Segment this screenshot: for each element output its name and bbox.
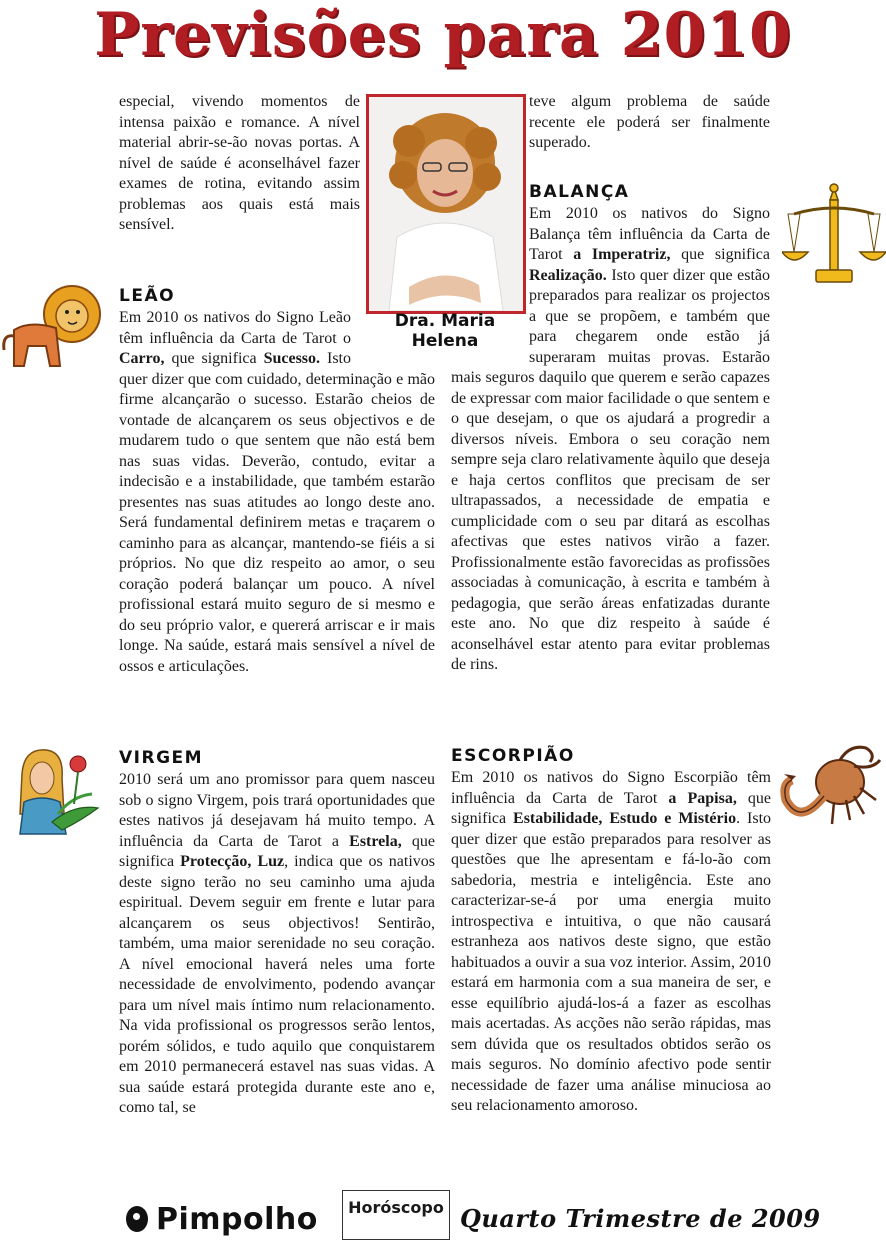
leao-heading: LEÃO — [119, 286, 176, 306]
leao-body — [119, 308, 435, 677]
photo-caption: Dra. Maria Helena — [394, 311, 496, 351]
virgo-woman-icon — [2, 744, 102, 836]
continuation-column — [529, 92, 770, 154]
balanca-meaning: Realização. — [529, 266, 607, 284]
escorpiao-section — [451, 746, 771, 1117]
lion-icon — [0, 280, 104, 372]
virgem-heading: VIRGEM — [119, 748, 204, 768]
escorpiao-heading: ESCORPIÃO — [451, 746, 575, 766]
logo-mark-icon — [126, 1206, 148, 1232]
balanca-section — [529, 182, 770, 204]
balanca-paragraph: Em 2010 os nativos do Signo Balança têm influência da Carta de Tarot a Imperatriz, que significa Realização. Isto quer dizer que estão preparados para realizar os projectos a que se propõem, e também que para chegarem onde estão já superaram muitas provas. Estarão mais seguros daquilo que querem e serão capazes de expressar com maior facilidade o que sentem e o que desejam, o que os ajudará a progredir a diversos níveis. Embora o seu coração nem sempre seja claro relativamente àquilo que deseja e haja certos conflitos que precisam de ser ultrapassados, a necessidade de empatia e cumplicidade com o seu par ditará as escolhas afectivas que estes nativos virão a fazer. Profissionalmente estão favorecidas as profissões associadas à comunicação, à escrita e também à pedagogia, que serão áreas enfatizadas durante este ano. No que diz respeito à saúde é aconselhável estar atento para evitar problemas de rins. — [451, 205, 770, 673]
leao-card: Carro, — [119, 350, 165, 367]
issue-date: Quarto Trimestre de 2009 — [460, 1204, 821, 1233]
intro-column — [119, 92, 360, 236]
leao-section — [119, 286, 435, 308]
page-footer — [0, 1186, 886, 1244]
leao-meaning: Sucesso. — [263, 350, 321, 367]
page-title: Previsões para 2010 — [94, 0, 792, 70]
section-label: Horóscopo — [342, 1190, 450, 1240]
publication-logo: Pimpolho — [126, 1202, 318, 1237]
escorpiao-card: a Papisa, — [668, 789, 737, 807]
balanca-heading: BALANÇA — [529, 182, 630, 202]
intro-paragraph: especial, vivendo momentos de intensa paixão e romance. A nível material abrir-se-ão novas portas. A nível de saúde é aconselhável fazer exames de rotina, evitando assim problemas aos quais está mais sensível. — [119, 93, 360, 233]
virgem-meaning: Protecção, Luz — [180, 853, 285, 870]
virgem-card: Estrela, — [349, 832, 402, 850]
virgem-section — [119, 748, 435, 1119]
scales-icon — [782, 180, 886, 288]
balanca-body — [451, 204, 770, 676]
balanca-card: a Imperatriz, — [573, 246, 671, 263]
virgem-paragraph: 2010 será um ano promissor para quem nasceu sob o signo Virgem, pois trará oportunidades que estes nativos já desejavam há muito tempo. A influência da Carta de Tarot a Estrela, que significa Protecção, Luz, indica que os nativos deste signo terão no seu caminho uma ajuda espiritual. Devem seguir em frente e lutar para alcançarem os seus objectivos! Sentirão, também, uma maior serenidade no seu coração. A nível emocional haverá neles uma forte necessidade de envolvimento, podendo avançar para um nível mais íntimo num relacionamento. Na vida profissional os progressos serão lentos, porém sólidos, e tudo aquilo que conquistarem em 2010 permanecerá estavel nas suas vidas. A sua saúde estará protegida durante este ano e, como tal, se — [119, 771, 435, 1116]
leao-paragraph: Em 2010 os nativos do Signo Leão têm influência da Carta de Tarot o Carro, que significa Sucesso. Isto quer dizer que com cuidado, determinação e mão firme alcançarão o sucesso. Estarão cheios de vontade de alcançarem os seus objectivos e de mudarem tudo o que sentem que não está bem nas suas vidas. Deverão, contudo, evitar a indecisão e a instabilidade, que também estarão presentes nas suas atitudes ao longo deste ano. Será fundamental definirem metas e traçarem o caminho para as alcançar, mantendo-se fiéis a si próprios. No que diz respeito ao amor, o seu coração poderá balançar um pouco. A nível profissional estará muito seguro de si mesmo e do seu próprio valor, e quererá arriscar e ir mais longe. Na saúde, estará mais sensível a nível de ossos e articulações. — [119, 309, 435, 675]
escorpiao-paragraph: Em 2010 os nativos do Signo Escorpião têm influência da Carta de Tarot a Papisa, que significa Estabilidade, Estudo e Mistério. Isto quer dizer que estão preparados para resolver as questões que lhe apresentam e fá-lo-ão com sabedoria, mestria e inteligência. Este ano caracterizar-se-á por uma energia muito introspectiva e intuitiva, o que não causará estranheza aos nativos deste signo, que estão habituados a ouvir a sua voz interior. Assim, 2010 estará em harmonia com a sua maneira de ser, e esse equilíbrio ajudá-los-á a fazer as escolhas mais acertadas. As acções não serão rápidas, mas sem dúvida que os resultados obtidos serão os mais seguros. No domínio afectivo pode sentir necessidade de fazer uma análise minuciosa ao seu relacionamento amoroso. — [451, 769, 772, 1114]
continuation-paragraph: teve algum problema de saúde recente ele poderá ser finalmente superado. — [529, 93, 770, 151]
escorpiao-meaning: Estabilidade, Estudo e Mistério — [513, 810, 737, 827]
scorpion-icon — [780, 740, 886, 840]
